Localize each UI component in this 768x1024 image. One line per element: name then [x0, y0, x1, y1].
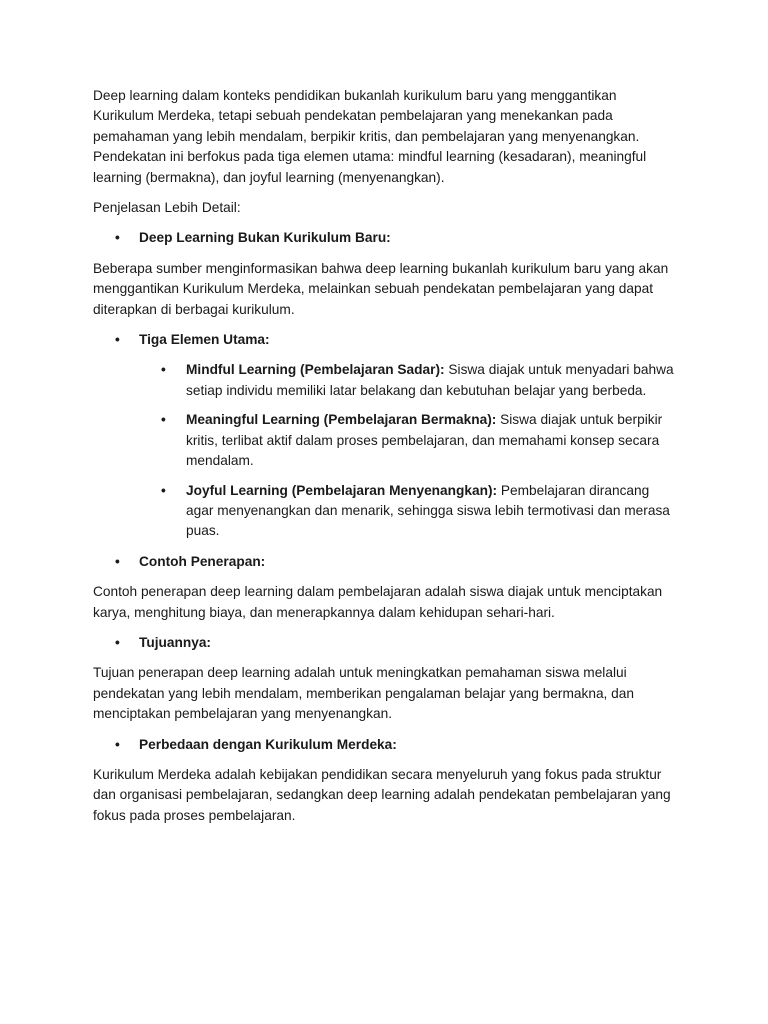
element-text: Siswa diajak untuk menyadari bahwa setiap individu memiliki latar belakang dan kebutuhan belajar yang berbeda.: [186, 362, 674, 398]
element-text: Pembelajaran dirancang agar menyenangkan dan menarik, sehingga siswa lebih termotivasi dan merasa puas.: [186, 482, 670, 539]
section2-heading: Tiga Elemen Utama:: [139, 332, 270, 348]
detail-heading: Penjelasan Lebih Detail:: [93, 200, 241, 216]
elements-list: [139, 360, 676, 541]
section1-body: Beberapa sumber menginformasikan bahwa deep learning bukanlah kurikulum baru yang akan menggantikan Kurikulum Merdeka, melainkan sebuah pendekatan pembelajaran yang dapat diterapkan di berbagai kurikulum.: [93, 260, 669, 317]
section1-list: [93, 228, 676, 248]
section4-list: [93, 633, 676, 653]
section2-list: [93, 330, 676, 542]
element-item-meaningful: [139, 410, 676, 471]
element-title: Meaningful Learning (Pembelajaran Bermakna):: [186, 412, 497, 428]
section3-body: Contoh penerapan deep learning dalam pembelajaran adalah siswa diajak untuk menciptakan karya, menghitung biaya, dan menerapkannya dalam kehidupan sehari-hari.: [93, 584, 663, 620]
section2-item: [93, 330, 676, 542]
section5-list: [93, 735, 676, 755]
section4-body: Tujuan penerapan deep learning adalah untuk meningkatkan pemahaman siswa melalui pendekatan yang lebih mendalam, memberikan pengalaman belajar yang bermakna, dan menciptakan pembelajaran yang menyenangkan.: [93, 665, 635, 722]
section4-heading: • Tujuannya:: [93, 633, 676, 653]
element-item-mindful: [139, 360, 676, 401]
section5-heading: • Perbedaan dengan Kurikulum Merdeka:: [93, 735, 676, 755]
section1-heading: • Deep Learning Bukan Kurikulum Baru:: [93, 228, 676, 248]
element-text: Siswa diajak untuk berpikir kritis, terlibat aktif dalam proses pembelajaran, dan memahami konsep secara mendalam.: [186, 412, 663, 469]
intro-paragraph: Deep learning dalam konteks pendidikan bukanlah kurikulum baru yang menggantikan Kurikulum Merdeka, tetapi sebuah pendekatan pembelajaran yang menekankan pada pemahaman yang lebih mendalam, berpikir kritis, dan pembelajaran yang menyenangkan. Pendekatan ini berfokus pada tiga elemen utama: mindful learning (kesadaran), meaningful learning (bermakna), dan joyful learning (menyenangkan).: [93, 88, 647, 185]
element-title: Joyful Learning (Pembelajaran Menyenangkan):: [186, 482, 498, 498]
section3-heading: • Contoh Penerapan:: [93, 552, 676, 572]
element-item-joyful: [139, 481, 676, 542]
element-title: Mindful Learning (Pembelajaran Sadar):: [186, 362, 445, 378]
section3-list: [93, 552, 676, 572]
section5-body: Kurikulum Merdeka adalah kebijakan pendidikan secara menyeluruh yang fokus pada struktur dan organisasi pembelajaran, sedangkan deep learning adalah pendekatan pembelajaran yang fokus pada proses pembelajaran.: [93, 766, 671, 823]
